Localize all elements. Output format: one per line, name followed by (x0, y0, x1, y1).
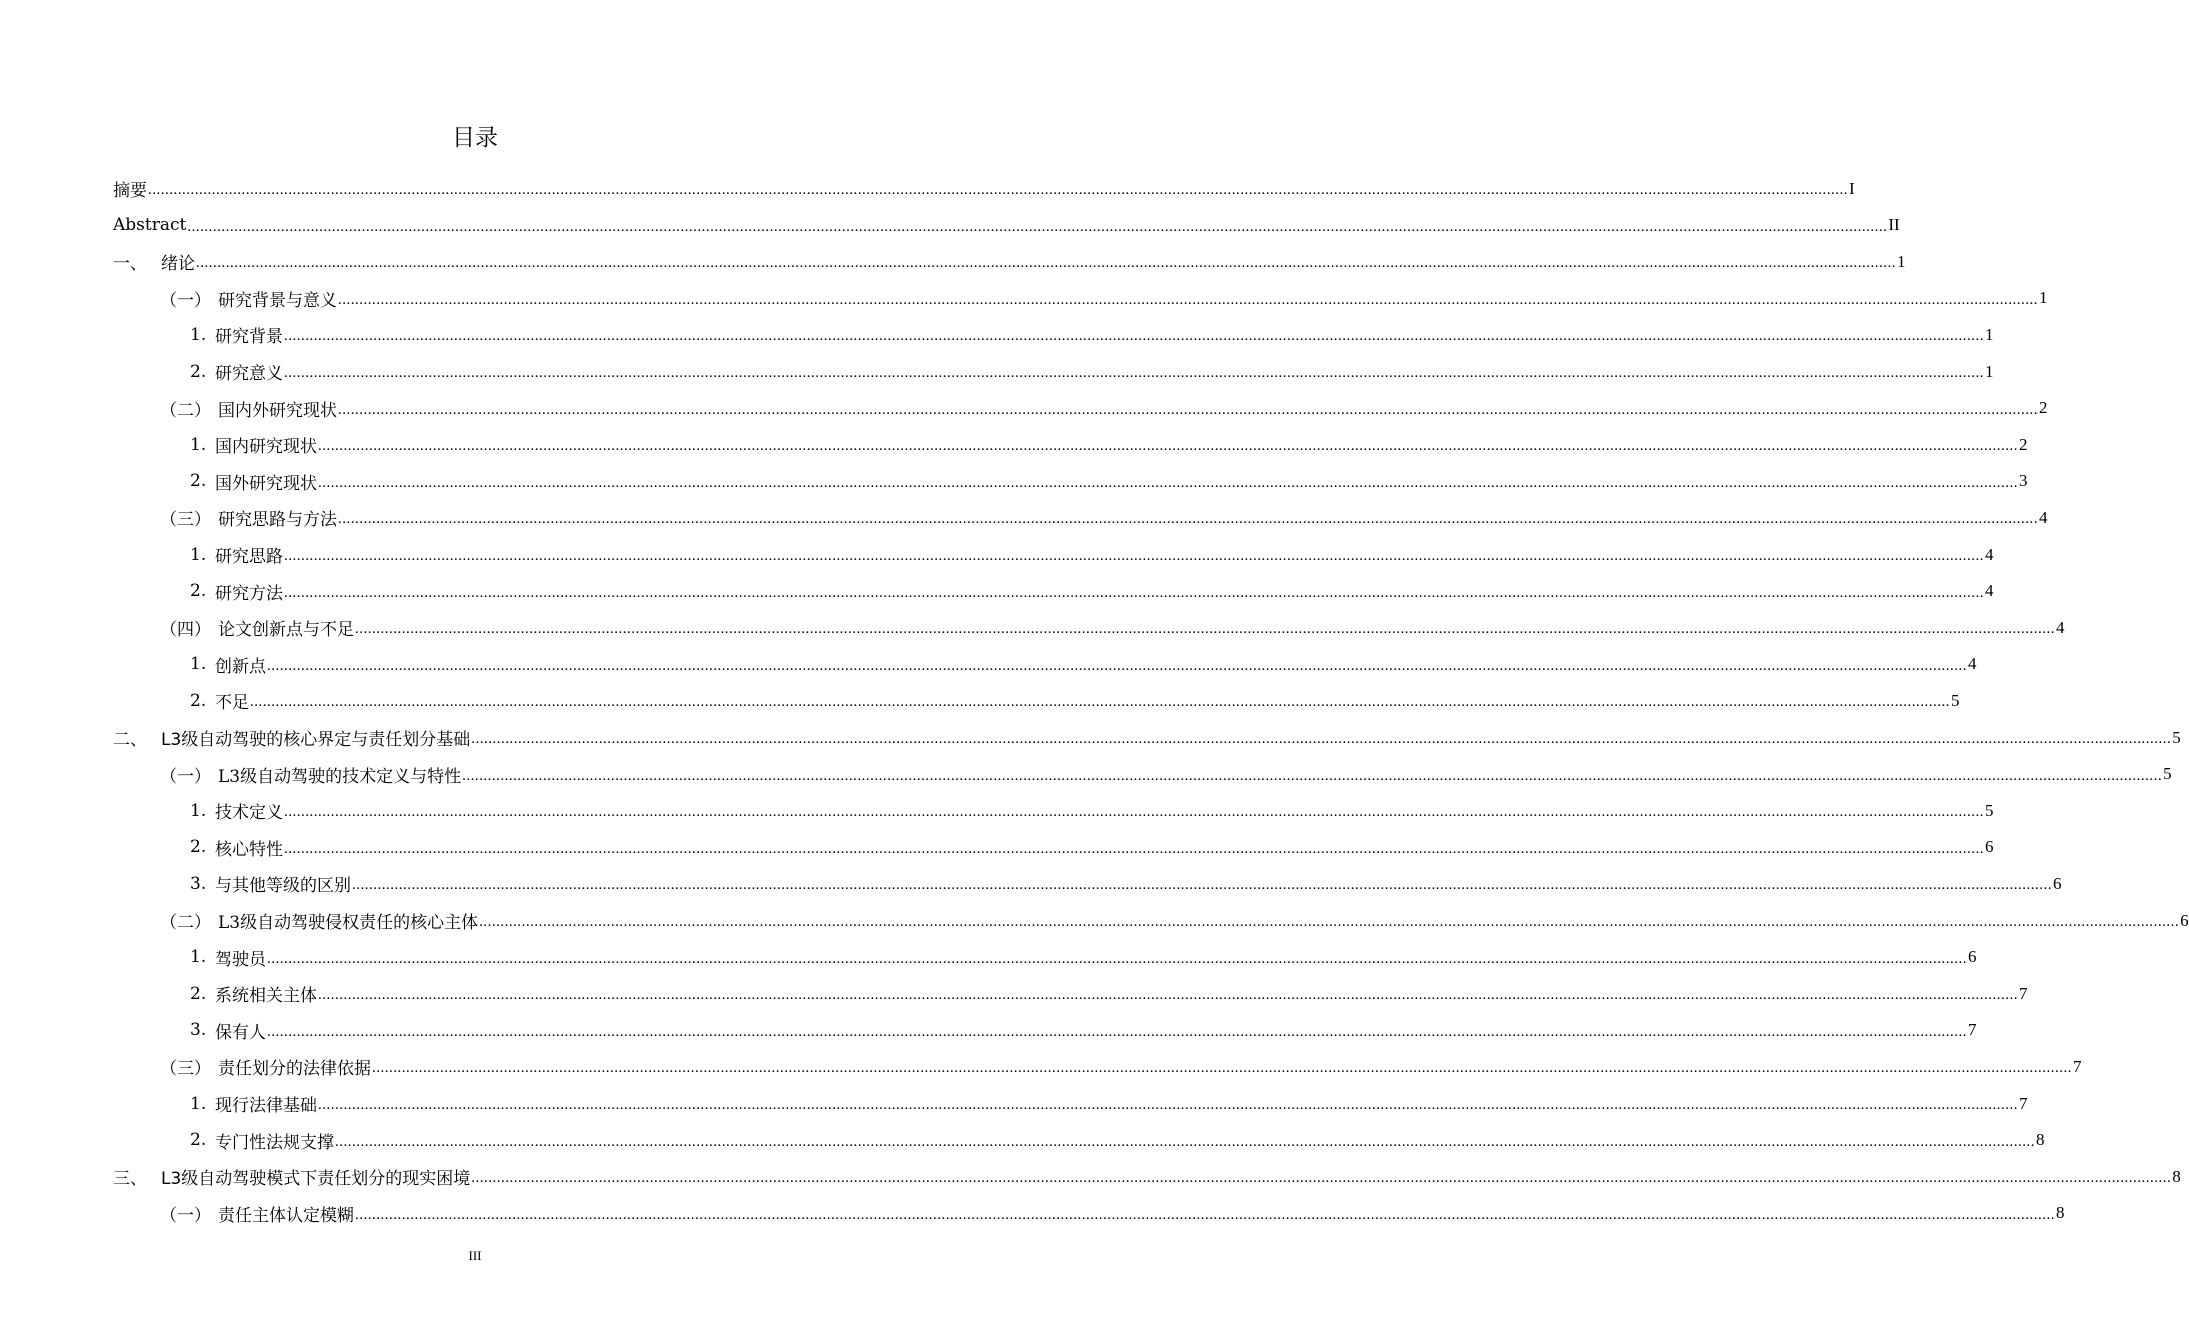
toc-entry-page: 7 (2019, 1093, 2028, 1113)
toc-entry[interactable] (160, 499, 2048, 536)
toc-entry-text: 专门性法规支撑 (215, 1132, 334, 1153)
toc-entry[interactable] (113, 1158, 2181, 1195)
toc-entry-page: 6 (1985, 837, 1994, 857)
toc-entry[interactable] (160, 1048, 2082, 1085)
toc-entry-number: 3. (190, 1020, 207, 1041)
toc-entry-page: 7 (2019, 983, 2028, 1003)
toc-entry-page: 6 (1968, 947, 1977, 967)
toc-entry-text: 责任主体认定模糊 (218, 1205, 354, 1226)
toc-entry-text: L3级自动驾驶的技术定义与特性 (218, 766, 462, 787)
toc-entry-number: 1. (190, 947, 207, 968)
toc-leader-dots: ................................................................................................................................................................................................................................................................................................................................................................................................................ (338, 291, 2038, 308)
page-number-footer: III (468, 1248, 482, 1263)
toc-leader-dots: ................................................................................................................................................................................................................................................................................................................................................................................................................ (196, 255, 1896, 272)
toc-entry-text: 研究方法 (215, 583, 283, 604)
toc-entry-number: （三） (160, 1059, 211, 1080)
toc-entry[interactable] (160, 1195, 2065, 1232)
toc-entry-text: 保有人 (215, 1022, 266, 1043)
toc-entry[interactable] (190, 316, 1994, 353)
toc-entry-number: 1. (190, 434, 207, 455)
toc-entry-number: 1. (190, 1093, 207, 1114)
toc-entry[interactable] (190, 463, 2028, 500)
toc-entry-page: II (1888, 215, 1900, 235)
toc-leader-dots: ................................................................................................................................................................................................................................................................................................................................................................................................................ (267, 657, 1967, 674)
toc-entry-page: 5 (1951, 690, 1960, 710)
toc-entry-number: （一） (160, 1205, 211, 1226)
toc-entry-page: 8 (2056, 1203, 2065, 1223)
toc-entry-number: （二） (160, 400, 211, 421)
toc-entry[interactable] (190, 682, 1960, 719)
toc-entry-page: 8 (2172, 1166, 2181, 1186)
toc-entry-text: 驾驶员 (215, 949, 266, 970)
toc-entry-number: 2. (190, 471, 207, 492)
toc-leader-dots: ................................................................................................................................................................................................................................................................................................................................................................................................................ (352, 877, 2052, 894)
toc-entry-number: （一） (160, 290, 211, 311)
toc-entry-page: 5 (1985, 800, 1994, 820)
toc-leader-dots: ................................................................................................................................................................................................................................................................................................................................................................................................................ (187, 218, 1888, 235)
toc-entry-text: 研究意义 (215, 364, 283, 384)
toc-entry-text: 与其他等级的区别 (215, 876, 351, 897)
toc-entry-page: 1 (1897, 251, 1906, 271)
toc-leader-dots: ................................................................................................................................................................................................................................................................................................................................................................................................................ (284, 548, 1984, 564)
toc-entry[interactable] (190, 1012, 1977, 1049)
toc-leader-dots: ................................................................................................................................................................................................................................................................................................................................................................................................................ (318, 474, 2018, 491)
toc-entry-page: 2 (2039, 398, 2048, 418)
toc-entry-page: 4 (2056, 617, 2065, 637)
toc-entry-number: 1. (190, 544, 207, 565)
toc-entry[interactable] (160, 390, 2048, 427)
toc-entry-page: 4 (1968, 654, 1977, 674)
toc-leader-dots: ................................................................................................................................................................................................................................................................................................................................................................................................................ (338, 511, 2038, 528)
toc-leader-dots: ................................................................................................................................................................................................................................................................................................................................................................................................................ (267, 950, 1967, 967)
toc-entry-number: 三、 (113, 1169, 147, 1190)
toc-entry-number: 2. (190, 690, 207, 711)
toc-entry-page: 1 (1985, 361, 1994, 381)
toc-entry[interactable] (160, 609, 2065, 646)
toc-leader-dots: ................................................................................................................................................................................................................................................................................................................................................................................................................ (335, 1133, 2035, 1150)
toc-leader-dots: ................................................................................................................................................................................................................................................................................................................................................................................................................ (318, 438, 2018, 455)
toc-entry[interactable] (190, 426, 2028, 463)
toc-entry[interactable] (160, 902, 2189, 939)
toc-leader-dots: ................................................................................................................................................................................................................................................................................................................................................................................................................ (284, 365, 1984, 381)
toc-entry-page: 2 (2019, 434, 2028, 454)
toc-entry-number: 1. (190, 800, 207, 821)
toc-entry[interactable] (190, 573, 1994, 610)
toc-entry-number: 一、 (113, 254, 147, 275)
toc-entry-page: 4 (2039, 507, 2048, 527)
toc-leader-dots: ................................................................................................................................................................................................................................................................................................................................................................................................................ (462, 767, 2163, 784)
toc-leader-dots: ................................................................................................................................................................................................................................................................................................................................................................................................................ (267, 1023, 1967, 1040)
toc-leader-dots: ................................................................................................................................................................................................................................................................................................................................................................................................................ (284, 584, 1984, 601)
toc-entry-text: 技术定义 (215, 803, 283, 824)
toc-entry-page: 8 (2036, 1130, 2045, 1150)
toc-leader-dots: ................................................................................................................................................................................................................................................................................................................................................................................................................ (372, 1060, 2072, 1077)
toc-entry-number: （四） (160, 620, 211, 641)
toc-entry-page: 6 (2053, 873, 2062, 893)
toc-entry-text: 不足 (215, 693, 249, 714)
toc-leader-dots: ................................................................................................................................................................................................................................................................................................................................................................................................................ (355, 1206, 2055, 1223)
toc-entry-text: 核心特性 (215, 839, 283, 860)
toc-leader-dots: ................................................................................................................................................................................................................................................................................................................................................................................................................ (284, 328, 1984, 345)
toc-entry-number: （一） (160, 766, 211, 787)
toc-entry[interactable] (190, 939, 1977, 976)
toc-entry-text: L3级自动驾驶的核心界定与责任划分基础 (161, 730, 471, 750)
toc-entry-page: I (1849, 178, 1855, 198)
toc-entry[interactable] (190, 1085, 2028, 1122)
toc-entry-text: 研究背景与意义 (218, 290, 337, 311)
toc-entry-page: 6 (2180, 910, 2189, 930)
toc-entry-text: 现行法律基础 (215, 1096, 317, 1116)
toc-entry[interactable] (190, 536, 1994, 573)
toc-entry-text: 责任划分的法律依据 (218, 1059, 371, 1080)
toc-entry[interactable] (160, 280, 2048, 317)
toc-entry-number: 2. (190, 837, 207, 858)
toc-leader-dots: ................................................................................................................................................................................................................................................................................................................................................................................................................ (471, 731, 2172, 747)
toc-leader-dots: ................................................................................................................................................................................................................................................................................................................................................................................................................ (338, 401, 2038, 418)
toc-leader-dots: ................................................................................................................................................................................................................................................................................................................................................................................................................ (284, 804, 1984, 821)
toc-entry-text: 国内研究现状 (215, 437, 317, 458)
toc-entry[interactable] (190, 865, 2062, 902)
toc-entry-number: 2. (190, 1130, 207, 1151)
toc-entry[interactable] (113, 243, 1906, 280)
toc-entry-page: 5 (2172, 727, 2181, 747)
toc-entry-text: 摘要 (113, 181, 147, 201)
toc-entry-number: 1. (190, 324, 207, 345)
toc-entry-text: 研究背景 (215, 327, 283, 348)
toc-entry-number: 2. (190, 581, 207, 602)
toc-entry-page: 3 (2019, 471, 2028, 491)
toc-entry-page: 7 (2073, 1056, 2082, 1076)
toc-entry-page: 5 (2163, 764, 2172, 784)
toc-entry[interactable] (190, 829, 1994, 866)
toc-entry-page: 1 (1985, 324, 1994, 344)
toc-entry[interactable] (160, 756, 2172, 793)
toc-title: 目录 (452, 125, 498, 151)
toc-entry[interactable] (113, 719, 2181, 756)
toc-entry-number: 二、 (113, 730, 147, 750)
toc-entry-page: 4 (1985, 544, 1994, 564)
toc-leader-dots: ................................................................................................................................................................................................................................................................................................................................................................................................................ (471, 1170, 2172, 1187)
toc-leader-dots: ................................................................................................................................................................................................................................................................................................................................................................................................................ (148, 182, 1848, 198)
toc-entry-number: （三） (160, 510, 211, 531)
toc-entry[interactable] (190, 1122, 2045, 1159)
toc-leader-dots: ................................................................................................................................................................................................................................................................................................................................................................................................................ (355, 621, 2055, 638)
toc-entry[interactable] (190, 646, 1977, 683)
toc-entry-text: 国外研究现状 (215, 473, 317, 494)
toc-entry-page: 4 (1985, 581, 1994, 601)
toc-leader-dots: ................................................................................................................................................................................................................................................................................................................................................................................................................ (479, 914, 2180, 930)
toc-entry[interactable] (113, 170, 1855, 207)
toc-entry-text: 系统相关主体 (215, 986, 317, 1007)
toc-entry-number: 3. (190, 873, 207, 894)
toc-leader-dots: ................................................................................................................................................................................................................................................................................................................................................................................................................ (284, 840, 1984, 857)
toc-entry-number: （二） (160, 913, 211, 933)
toc-entry-text: 研究思路与方法 (218, 510, 337, 531)
toc-entry-text: 绪论 (161, 254, 195, 275)
toc-leader-dots: ................................................................................................................................................................................................................................................................................................................................................................................................................ (318, 1097, 2018, 1113)
toc-entry-page: 1 (2039, 288, 2048, 308)
toc-entry-text: 论文创新点与不足 (218, 620, 354, 641)
toc-entry-number: 2. (190, 361, 207, 382)
toc-entry[interactable] (190, 975, 2028, 1012)
toc-entry[interactable] (190, 792, 1994, 829)
toc-leader-dots: ................................................................................................................................................................................................................................................................................................................................................................................................................ (318, 987, 2018, 1004)
toc-entry-text: L3级自动驾驶模式下责任划分的现实困境 (161, 1169, 471, 1190)
toc-entry[interactable] (113, 207, 1900, 244)
toc-entry[interactable] (190, 353, 1994, 390)
toc-entry-text: 研究思路 (215, 547, 283, 567)
toc-entry-text: L3级自动驾驶侵权责任的核心主体 (218, 913, 479, 933)
toc-entry-page: 7 (1968, 1020, 1977, 1040)
toc-entry-text: 创新点 (215, 656, 266, 677)
toc-entry-number: 1. (190, 654, 207, 675)
toc-entry-text: 国内外研究现状 (218, 400, 337, 421)
toc-entry-number: 2. (190, 983, 207, 1004)
toc-leader-dots: ................................................................................................................................................................................................................................................................................................................................................................................................................ (250, 694, 1950, 711)
toc-entry-text: Abstract (113, 215, 187, 236)
